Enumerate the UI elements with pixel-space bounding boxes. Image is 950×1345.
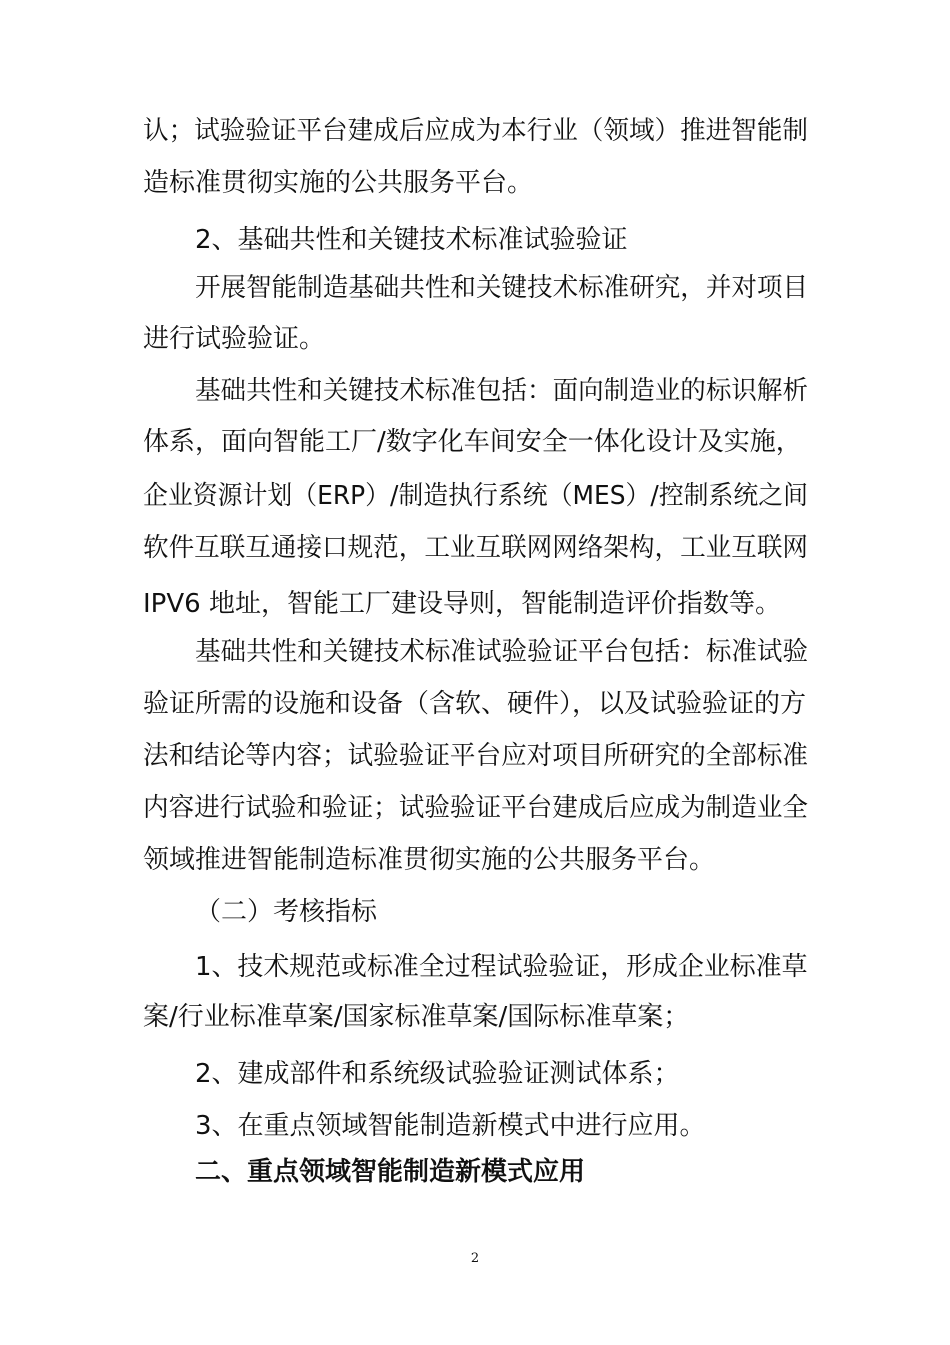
paragraph-line: 领域推进智能制造标准贯彻实施的公共服务平台。 [143,845,716,875]
paragraph-line: 进行试验验证。 [143,324,326,354]
page-number: 2 [470,1251,480,1266]
paragraph-line: 验证所需的设施和设备（含软、硬件），以及试验验证的方 [143,689,807,719]
list-item: 1、技术规范或标准全过程试验验证，形成企业标准草 [195,952,808,982]
paragraph-line: 软件互联互通接口规范，工业互联网网络架构，工业互联网 [143,533,808,563]
subsection-title: （二）考核指标 [195,897,378,927]
paragraph-line: 基础共性和关键技术标准包括：面向制造业的标识解析 [195,376,809,406]
list-item-continuation: 案/行业标准草案/国家标准草案/国际标准草案； [143,1002,690,1032]
paragraph-line: 法和结论等内容；试验验证平台应对项目所研究的全部标准 [143,741,808,771]
paragraph-line: 企业资源计划（ERP）/制造执行系统（MES）/控制系统之间 [143,481,809,511]
paragraph-line: 内容进行试验和验证；试验验证平台建成后应成为制造业全 [143,793,808,823]
paragraph-line: 开展智能制造基础共性和关键技术标准研究，并对项目 [195,273,809,303]
paragraph-line: 体系，面向智能工厂/数字化车间安全一体化设计及实施， [143,427,802,457]
paragraph-line: 认；试验验证平台建成后应成为本行业（领域）推进智能制 [143,116,808,146]
section-heading: 二、重点领域智能制造新模式应用 [195,1157,586,1187]
list-item: 2、建成部件和系统级试验验证测试体系； [195,1059,680,1089]
paragraph-line: 基础共性和关键技术标准试验验证平台包括：标准试验 [195,637,809,667]
subsection-title: 2、基础共性和关键技术标准试验验证 [195,225,628,255]
paragraph-line: 造标准贯彻实施的公共服务平台。 [143,168,534,198]
paragraph-line: IPV6 地址，智能工厂建设导则，智能制造评价指数等。 [143,589,781,619]
list-item: 3、在重点领域智能制造新模式中进行应用。 [195,1111,706,1141]
